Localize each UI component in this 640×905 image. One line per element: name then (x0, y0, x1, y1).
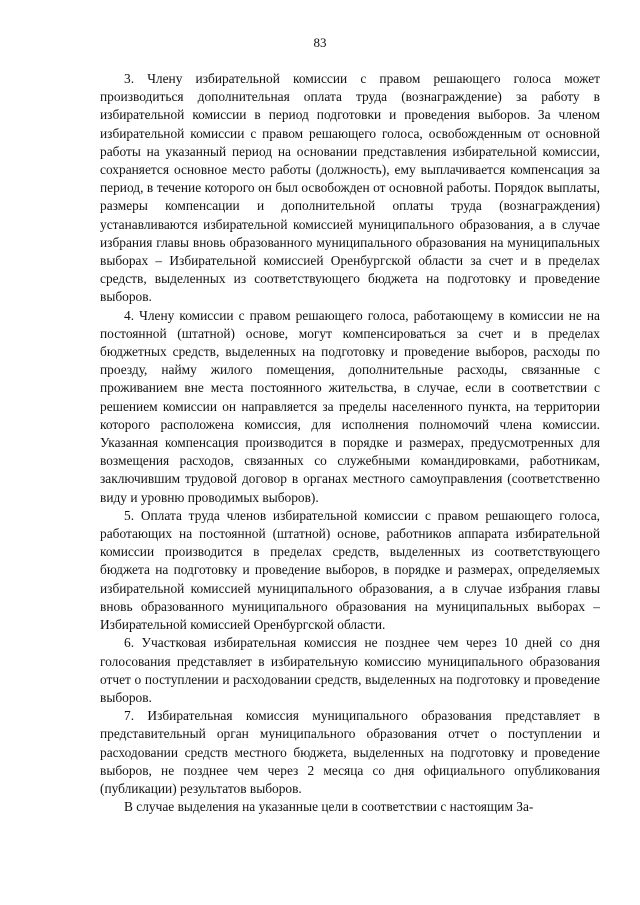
paragraph-continuation: В случае выделения на указанные цели в соответствии с настоящим За- (124, 799, 534, 815)
page-number: 83 (313, 35, 327, 50)
paragraph-6: 6. Участковая избирательная комиссия не позднее чем через 10 дней со дня голосования представляет в избирательную комиссию муниципального образования отчет о поступлении и расходовании средств, выделенных на подготовку и проведение выборов. (100, 635, 600, 705)
paragraph-3: 3. Члену избирательной комиссии с правом решающего голоса может производиться дополнительная оплата труда (вознаграждение) за работу в избирательной комиссии в период подготовки и проведения выборов. За членом избирательной комиссии с правом решающего голоса, освобожденным от основной работы на указанный период на основании представления избирательной комиссии, сохраняется основное место работы (должность), ему выплачивается компенсация за период, в течение которого он был освобожден от основной работы. Порядок выплаты, размеры компенсации и дополнительной оплаты труда (вознаграждения) устанавливаются избирательной комиссией муниципального образования, а в случае избрания главы вновь образованного муниципального образования на муниципальных выборах – Избирательной комиссией Оренбургской области за счет и в пределах средств, выделенных из соответствующего бюджета на подготовку и проведение выборов. (100, 71, 600, 305)
document-body (100, 70, 600, 816)
paragraph-4: 4. Члену комиссии с правом решающего голоса, работающему в комиссии не на постоянной (штатной) основе, могут компенсироваться за счет и в пределах бюджетных средств, выделенных на подготовку и проведение выборов, расходы по проезду, найму жилого помещения, дополнительные расходы, связанные с проживанием вне места постоянного жительства, в случае, если в соответствии с решением комиссии он направляется за пределы населенного пункта, на территории которого расположена комиссия, для исполнения полномочий члена комиссии. Указанная компенсация производится в порядке и размерах, предусмотренных для возмещения расходов, связанных со служебными командировками, работникам, заключившим трудовой договор в органах местного самоуправления (соответственно виду и уровню проводимых выборов). (100, 307, 600, 505)
paragraph-5: 5. Оплата труда членов избирательной комиссии с правом решающего голоса, работающих на постоянной (штатной) основе, работников аппарата избирательной комиссии производится в пределах средств, выделенных из соответствующего бюджета на подготовку и проведение выборов, в порядке и размерах, определяемых избирательной комиссией муниципального образования, а в случае избрания главы вновь образованного муниципального образования на муниципальных выборах – Избирательной комиссией Оренбургской области. (100, 507, 600, 633)
paragraph-7: 7. Избирательная комиссия муниципального образования представляет в представительный орган муниципального образования отчет о поступлении и расходовании средств местного бюджета, выделенных на подготовку и проведение выборов, не позднее чем через 2 месяца со дня официального опубликования (публикации) результатов выборов. (100, 708, 600, 796)
